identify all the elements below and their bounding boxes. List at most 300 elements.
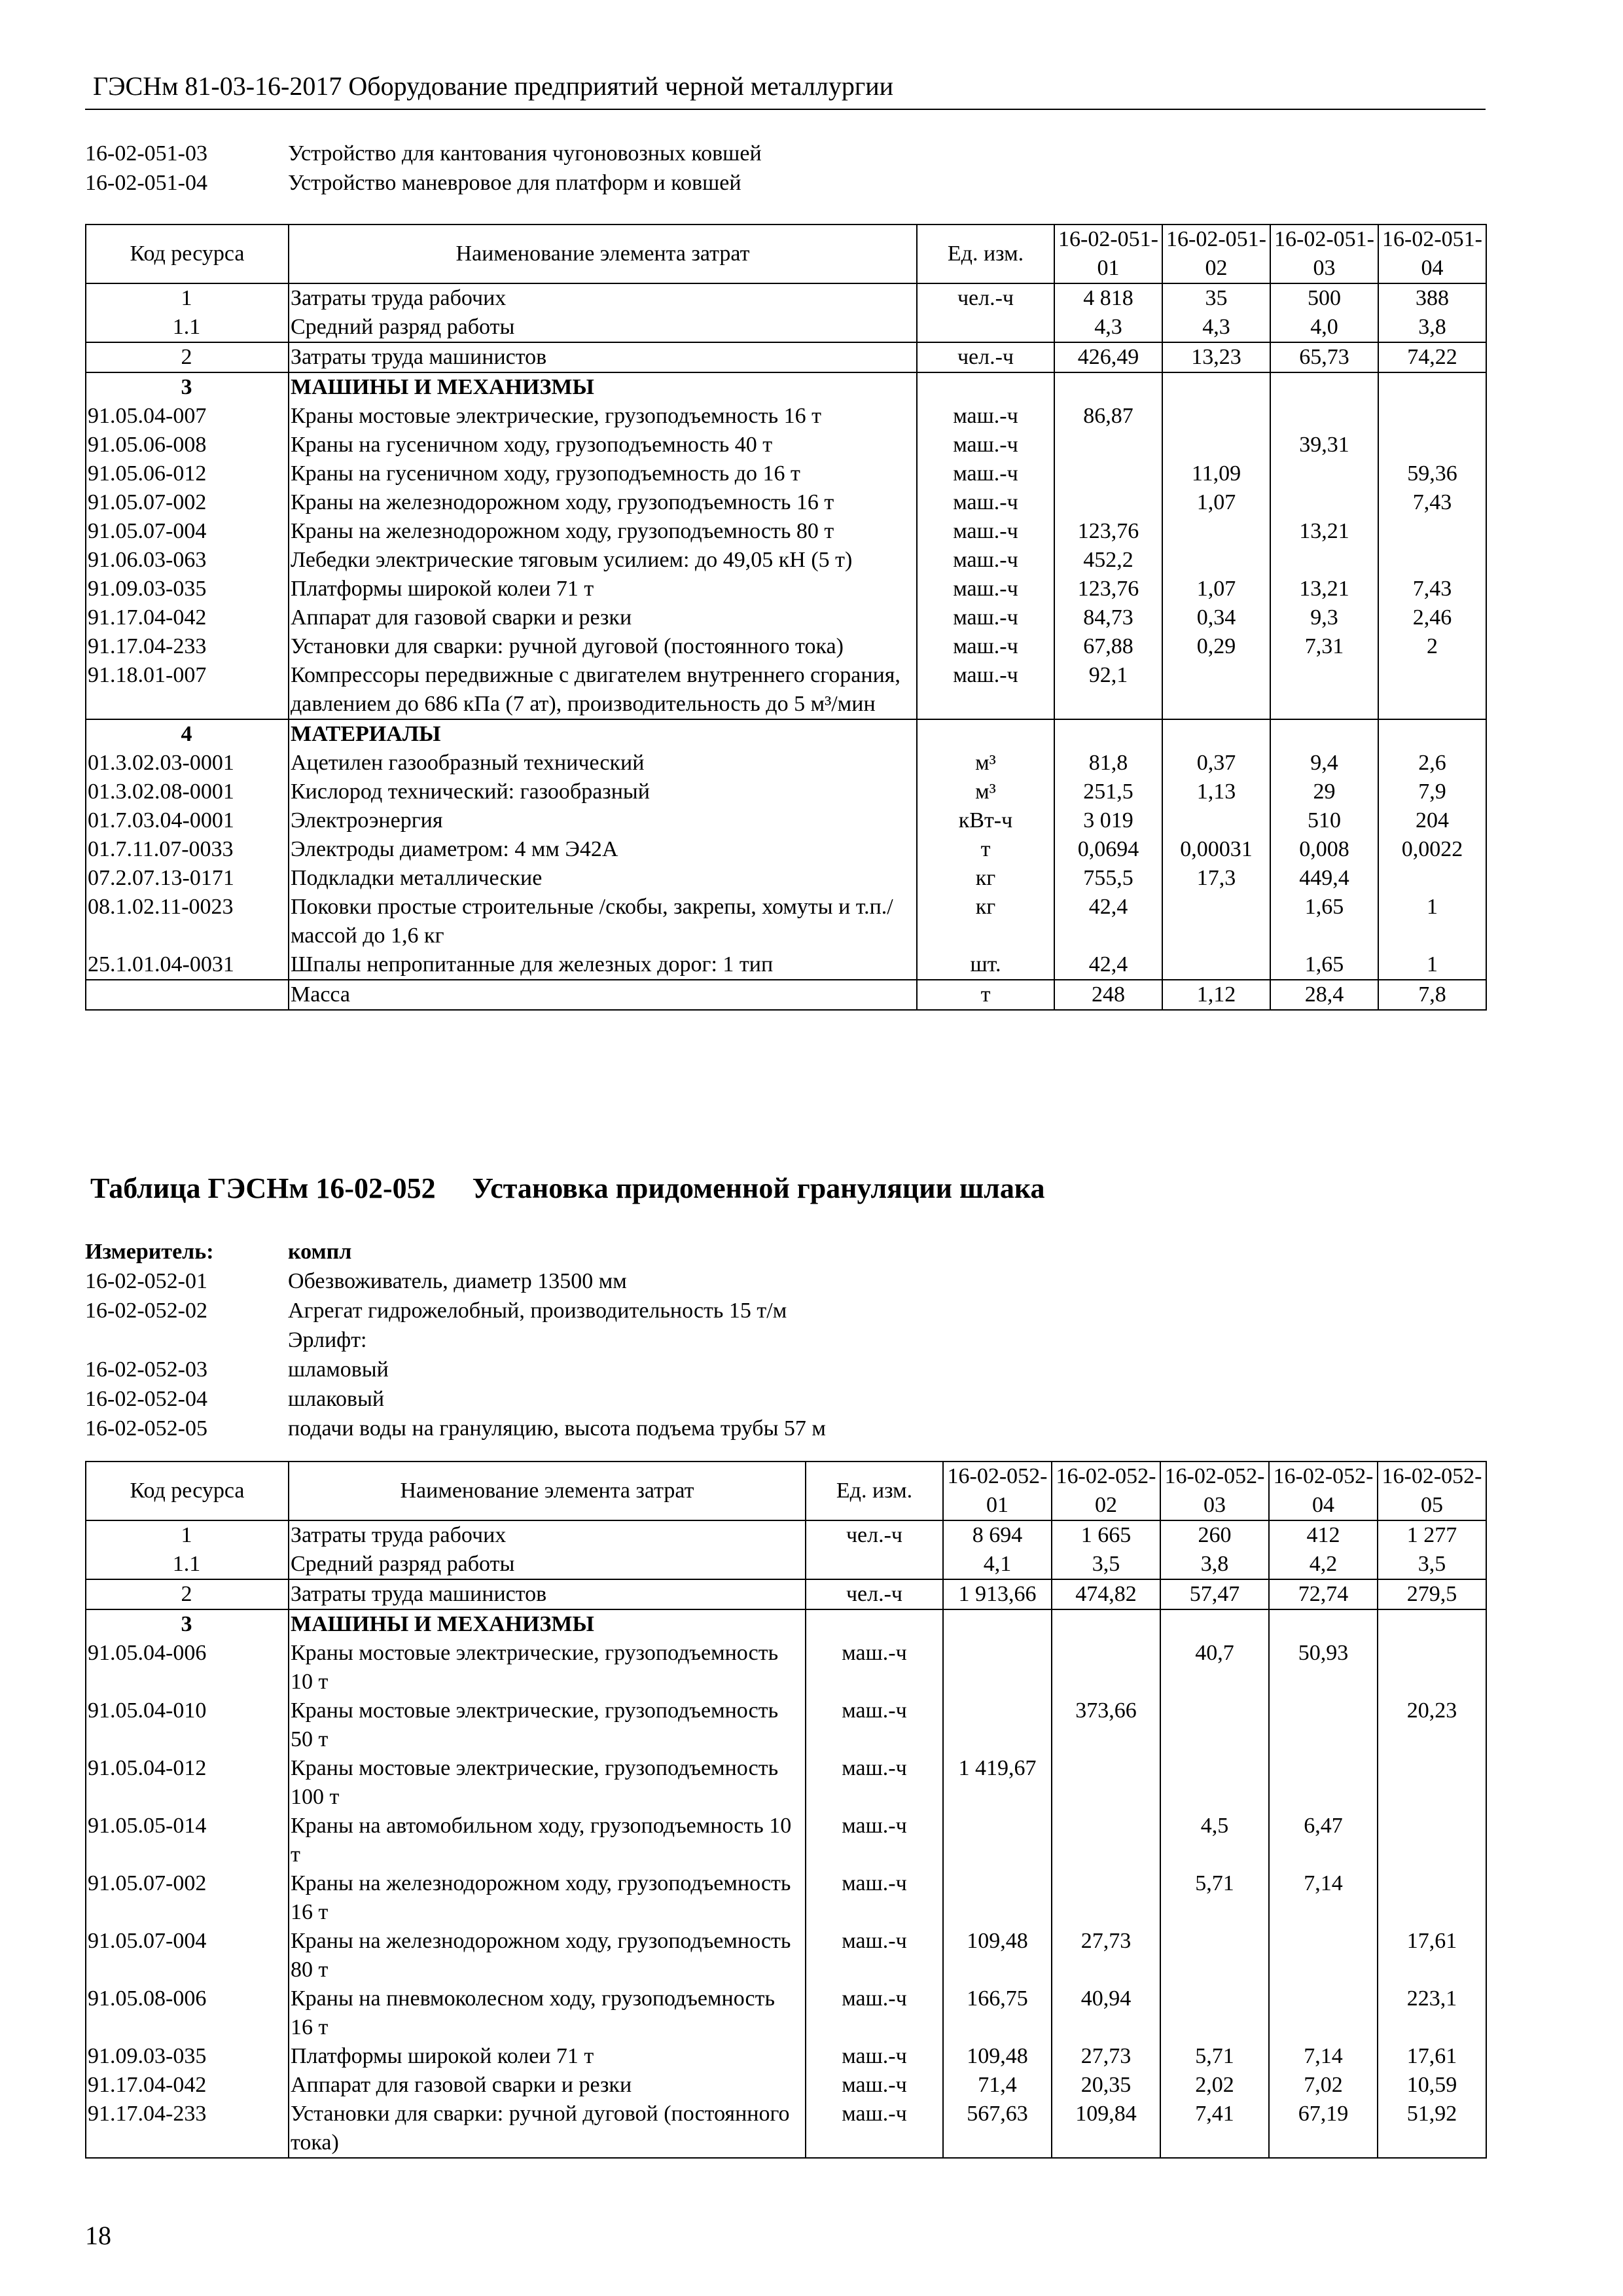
resource-name: МАШИНЫ И МЕХАНИЗМЫ (289, 1609, 806, 1639)
resource-value: 1,13 (1162, 778, 1270, 806)
resource-unit: маш.-ч (806, 1812, 943, 1869)
intro-line (85, 1384, 1486, 1414)
table-row (86, 2071, 1486, 2100)
resource-name: Краны на железнодорожном ходу, грузоподъемность 16 т (289, 488, 917, 517)
resource-value: 7,14 (1269, 1869, 1378, 1927)
resource-value: 449,4 (1270, 864, 1378, 893)
resource-value: 1 (1378, 950, 1486, 980)
resource-value: 10,59 (1378, 2071, 1486, 2100)
resource-value: 20,23 (1378, 1696, 1486, 1754)
table-row (86, 1869, 1486, 1927)
resource-unit: маш.-ч (917, 459, 1054, 488)
resource-value: 248 (1054, 980, 1162, 1010)
intro-code: 16-02-051-04 (85, 171, 207, 195)
resource-value (1162, 546, 1270, 575)
resource-code: 91.05.06-012 (86, 459, 289, 488)
resource-name: Аппарат для газовой сварки и резки (289, 603, 917, 632)
resource-value (1378, 517, 1486, 546)
resource-value (1270, 661, 1378, 719)
resource-value (1378, 1869, 1486, 1927)
resource-value: 2,02 (1160, 2071, 1269, 2100)
resource-name: Средний разряд работы (289, 1550, 806, 1579)
header-col-code: 16-02-051-04 (1378, 224, 1486, 283)
resource-value: 7,41 (1160, 2100, 1269, 2158)
resource-name: Установки для сварки: ручной дуговой (постоянного тока) (289, 2100, 806, 2158)
resource-value: 5,71 (1160, 1869, 1269, 1927)
resource-value: 755,5 (1054, 864, 1162, 893)
resource-value (943, 1609, 1052, 1639)
resource-value: 123,76 (1054, 575, 1162, 603)
resource-value: 3,8 (1378, 313, 1486, 342)
resource-name: Электроды диаметром: 4 мм Э42А (289, 835, 917, 864)
resource-value (1269, 1927, 1378, 1984)
resource-value: 4,2 (1269, 1550, 1378, 1579)
resource-value: 17,3 (1162, 864, 1270, 893)
resource-value: 7,43 (1378, 488, 1486, 517)
measure-line (85, 1237, 1486, 1266)
table-row (86, 719, 1486, 749)
resource-unit: т (917, 980, 1054, 1010)
resource-name: Краны мостовые электрические, грузоподъемность 10 т (289, 1639, 806, 1696)
resource-value (943, 1639, 1052, 1696)
resource-value: 40,94 (1052, 1984, 1160, 2042)
table-row (86, 1984, 1486, 2042)
resource-unit: т (917, 835, 1054, 864)
resource-value: 7,43 (1378, 575, 1486, 603)
resource-value (1160, 1927, 1269, 1984)
resource-name: Краны мостовые электрические, грузоподъемность 100 т (289, 1754, 806, 1812)
resource-value: 81,8 (1054, 749, 1162, 778)
resource-value: 29 (1270, 778, 1378, 806)
resource-value (1052, 1812, 1160, 1869)
resource-code: 91.18.01-007 (86, 661, 289, 719)
resource-value: 42,4 (1054, 893, 1162, 950)
resource-code: 3 (86, 1609, 289, 1639)
resource-unit: м³ (917, 778, 1054, 806)
resource-value: 67,88 (1054, 632, 1162, 661)
resource-value: 84,73 (1054, 603, 1162, 632)
resource-unit: чел.-ч (806, 1579, 943, 1609)
table-row (86, 488, 1486, 517)
resource-value: 28,4 (1270, 980, 1378, 1010)
resource-value: 0,37 (1162, 749, 1270, 778)
resource-value: 9,4 (1270, 749, 1378, 778)
resource-value: 223,1 (1378, 1984, 1486, 2042)
resource-name: Масса (289, 980, 917, 1010)
resource-value (1378, 719, 1486, 749)
resource-code: 4 (86, 719, 289, 749)
resource-value: 0,34 (1162, 603, 1270, 632)
resource-value: 1,65 (1270, 893, 1378, 950)
resource-value: 11,09 (1162, 459, 1270, 488)
resource-value (1269, 1609, 1378, 1639)
resource-value: 57,47 (1160, 1579, 1269, 1609)
resource-value: 67,19 (1269, 2100, 1378, 2158)
resource-value (1162, 517, 1270, 546)
header-col-code: 16-02-052-02 (1052, 1462, 1160, 1520)
resource-value (1160, 1609, 1269, 1639)
header-col-code: 16-02-051-02 (1162, 224, 1270, 283)
resource-value: 567,63 (943, 2100, 1052, 2158)
resource-name: Краны на пневмоколесном ходу, грузоподъемность 16 т (289, 1984, 806, 2042)
resource-name: Краны на железнодорожном ходу, грузоподъемность 80 т (289, 517, 917, 546)
resource-value (1270, 488, 1378, 517)
resource-value: 0,29 (1162, 632, 1270, 661)
resource-unit: маш.-ч (917, 661, 1054, 719)
resource-name: Лебедки электрические тяговым усилием: до 49,05 кН (5 т) (289, 546, 917, 575)
resource-name: Краны мостовые электрические, грузоподъемность 50 т (289, 1696, 806, 1754)
resource-value (1052, 1609, 1160, 1639)
resource-unit: маш.-ч (806, 2100, 943, 2158)
resource-code: 1 (86, 283, 289, 313)
resource-value: 4,1 (943, 1550, 1052, 1579)
resource-value: 388 (1378, 283, 1486, 313)
resource-name: Затраты труда машинистов (289, 342, 917, 372)
intro-text: шлаковый (288, 1387, 385, 1411)
resource-unit (806, 1609, 943, 1639)
resource-code: 91.17.04-042 (86, 2071, 289, 2100)
resource-value (1054, 431, 1162, 459)
resource-value (943, 1696, 1052, 1754)
resource-unit: маш.-ч (917, 402, 1054, 431)
resource-name: Краны мостовые электрические, грузоподъемность 16 т (289, 402, 917, 431)
table-row (86, 1639, 1486, 1696)
table-row (86, 2042, 1486, 2071)
intro-code: 16-02-052-05 (85, 1416, 207, 1441)
resource-name: Установки для сварки: ручной дуговой (постоянного тока) (289, 632, 917, 661)
resource-value (1162, 661, 1270, 719)
table-row (86, 1579, 1486, 1609)
resource-name: Компрессоры передвижные с двигателем внутреннего сгорания, давлением до 686 кПа (7 ат), производительность до 5 м³/мин (289, 661, 917, 719)
resource-value (1378, 546, 1486, 575)
resource-value (1270, 546, 1378, 575)
resource-value (1270, 719, 1378, 749)
resource-name: Платформы широкой колеи 71 т (289, 2042, 806, 2071)
header-name: Наименование элемента затрат (289, 224, 917, 283)
resource-unit: маш.-ч (806, 1696, 943, 1754)
table-row (86, 1550, 1486, 1579)
table-row (86, 431, 1486, 459)
resource-unit (806, 1550, 943, 1579)
table-row (86, 2100, 1486, 2158)
resource-value: 412 (1269, 1520, 1378, 1550)
intro-code: 16-02-052-02 (85, 1299, 207, 1323)
table-row (86, 1696, 1486, 1754)
resource-value: 109,48 (943, 2042, 1052, 2071)
resource-unit: маш.-ч (917, 488, 1054, 517)
intro-line (85, 1325, 1486, 1355)
header-col-code: 16-02-052-03 (1160, 1462, 1269, 1520)
resource-value: 3 019 (1054, 806, 1162, 835)
table-row (86, 546, 1486, 575)
table-row (86, 517, 1486, 546)
table-row (86, 459, 1486, 488)
resource-value: 1 665 (1052, 1520, 1160, 1550)
header-col-code: 16-02-051-03 (1270, 224, 1378, 283)
resource-value: 50,93 (1269, 1639, 1378, 1696)
intro-text: Устройство маневровое для платформ и ковшей (288, 171, 741, 195)
resource-value: 7,8 (1378, 980, 1486, 1010)
table-row (86, 778, 1486, 806)
resource-unit: маш.-ч (917, 603, 1054, 632)
resource-unit: чел.-ч (917, 342, 1054, 372)
resource-value (1378, 431, 1486, 459)
resource-value (1378, 1754, 1486, 1812)
resource-code: 1.1 (86, 313, 289, 342)
table-row (86, 980, 1486, 1010)
table-row (86, 950, 1486, 980)
table2-title (90, 1172, 1045, 1205)
table-row (86, 575, 1486, 603)
intro-text: Обезвоживатель, диаметр 13500 мм (288, 1269, 627, 1293)
resource-code: 1 (86, 1520, 289, 1550)
header-col-code: 16-02-052-05 (1378, 1462, 1486, 1520)
resource-code: 07.2.07.13-0171 (86, 864, 289, 893)
resource-value: 1 419,67 (943, 1754, 1052, 1812)
resource-name: МАШИНЫ И МЕХАНИЗМЫ (289, 372, 917, 402)
resource-code: 91.05.04-007 (86, 402, 289, 431)
resource-value: 3,8 (1160, 1550, 1269, 1579)
resource-value: 27,73 (1052, 1927, 1160, 1984)
resource-value: 4,0 (1270, 313, 1378, 342)
resource-value: 1,12 (1162, 980, 1270, 1010)
resource-code (86, 980, 289, 1010)
resource-value: 109,48 (943, 1927, 1052, 1984)
resource-unit: шт. (917, 950, 1054, 980)
resource-value: 59,36 (1378, 459, 1486, 488)
resource-unit: кВт-ч (917, 806, 1054, 835)
resource-code: 01.7.11.07-0033 (86, 835, 289, 864)
table-row (86, 283, 1486, 313)
measure-label: Измеритель: (85, 1240, 214, 1264)
resource-value: 17,61 (1378, 1927, 1486, 1984)
table-row (86, 835, 1486, 864)
intro-line (85, 1266, 1486, 1296)
resource-value: 1,65 (1270, 950, 1378, 980)
resource-code: 3 (86, 372, 289, 402)
resource-value: 0,00031 (1162, 835, 1270, 864)
resource-value: 7,14 (1269, 2042, 1378, 2071)
resource-name: Средний разряд работы (289, 313, 917, 342)
resource-value: 7,31 (1270, 632, 1378, 661)
resource-value (1269, 1696, 1378, 1754)
measure-value: компл (288, 1240, 352, 1264)
resource-value: 92,1 (1054, 661, 1162, 719)
table-row (86, 1927, 1486, 1984)
resource-value (1378, 1609, 1486, 1639)
resource-value: 39,31 (1270, 431, 1378, 459)
resource-value (943, 1869, 1052, 1927)
resource-code: 91.09.03-035 (86, 575, 289, 603)
resource-value: 1,07 (1162, 488, 1270, 517)
intro-line (85, 1296, 1486, 1325)
resource-value: 35 (1162, 283, 1270, 313)
resource-code: 91.06.03-063 (86, 546, 289, 575)
resource-value: 260 (1160, 1520, 1269, 1550)
intro-code: 16-02-052-03 (85, 1357, 207, 1382)
table-row (86, 661, 1486, 719)
resource-code: 91.05.04-012 (86, 1754, 289, 1812)
resource-value: 0,0694 (1054, 835, 1162, 864)
resource-value: 7,9 (1378, 778, 1486, 806)
table-row (86, 1754, 1486, 1812)
header-col-code: 16-02-051-01 (1054, 224, 1162, 283)
resource-value (1162, 893, 1270, 950)
resource-value (1378, 1812, 1486, 1869)
resource-code: 08.1.02.11-0023 (86, 893, 289, 950)
resource-code: 91.05.07-004 (86, 1927, 289, 1984)
resource-value: 166,75 (943, 1984, 1052, 2042)
header-rule (85, 109, 1486, 110)
resource-value (1054, 459, 1162, 488)
resource-value: 86,87 (1054, 402, 1162, 431)
resource-value (1162, 431, 1270, 459)
resource-value: 74,22 (1378, 342, 1486, 372)
resource-value: 500 (1270, 283, 1378, 313)
table-row (86, 313, 1486, 342)
resource-code: 01.7.03.04-0001 (86, 806, 289, 835)
intro-line (85, 139, 1486, 168)
resource-unit: маш.-ч (806, 1984, 943, 2042)
intro-line (85, 168, 1486, 198)
resource-code: 2 (86, 342, 289, 372)
table-row (86, 1609, 1486, 1639)
resource-value: 13,21 (1270, 517, 1378, 546)
resource-value (1162, 372, 1270, 402)
resource-name: Платформы широкой колеи 71 т (289, 575, 917, 603)
resource-value: 7,02 (1269, 2071, 1378, 2100)
resource-value: 279,5 (1378, 1579, 1486, 1609)
intro-code: 16-02-052-04 (85, 1387, 207, 1411)
intro-code: 16-02-052-01 (85, 1269, 207, 1293)
page-header-title: ГЭСНм 81-03-16-2017 Оборудование предприятий черной металлургии (93, 71, 894, 101)
resource-value: 40,7 (1160, 1639, 1269, 1696)
resource-code: 91.05.04-006 (86, 1639, 289, 1696)
resource-code: 2 (86, 1579, 289, 1609)
resource-value: 27,73 (1052, 2042, 1160, 2071)
header-code: Код ресурса (86, 224, 289, 283)
resource-value: 6,47 (1269, 1812, 1378, 1869)
resource-value: 474,82 (1052, 1579, 1160, 1609)
resource-name: МАТЕРИАЛЫ (289, 719, 917, 749)
resource-value: 1 (1378, 893, 1486, 950)
resource-value: 1,07 (1162, 575, 1270, 603)
resource-value: 251,5 (1054, 778, 1162, 806)
resource-code: 91.09.03-035 (86, 2042, 289, 2071)
resource-unit: маш.-ч (917, 632, 1054, 661)
resource-name: Краны на гусеничном ходу, грузоподъемность 40 т (289, 431, 917, 459)
resource-code: 91.05.07-002 (86, 1869, 289, 1927)
resource-name: Затраты труда рабочих (289, 1520, 806, 1550)
resource-value: 9,3 (1270, 603, 1378, 632)
resource-value: 452,2 (1054, 546, 1162, 575)
resource-name: Аппарат для газовой сварки и резки (289, 2071, 806, 2100)
resource-value (1269, 1984, 1378, 2042)
resource-value (1270, 402, 1378, 431)
resource-code: 01.3.02.03-0001 (86, 749, 289, 778)
table-row (86, 806, 1486, 835)
resource-code: 91.05.08-006 (86, 1984, 289, 2042)
resource-value: 4,5 (1160, 1812, 1269, 1869)
resource-name: Подкладки металлические (289, 864, 917, 893)
resource-unit: маш.-ч (806, 2042, 943, 2071)
table2-title-name: Установка придоменной грануляции шлака (472, 1172, 1045, 1204)
intro-text: шламовый (288, 1357, 389, 1382)
resource-value (1052, 1754, 1160, 1812)
resource-value: 13,23 (1162, 342, 1270, 372)
resource-value (1054, 372, 1162, 402)
table-row (86, 1812, 1486, 1869)
resource-unit: маш.-ч (917, 431, 1054, 459)
resource-value (1378, 1639, 1486, 1696)
resource-value (1162, 806, 1270, 835)
resource-value: 426,49 (1054, 342, 1162, 372)
resource-value: 2,46 (1378, 603, 1486, 632)
resource-code: 91.05.06-008 (86, 431, 289, 459)
table-row (86, 342, 1486, 372)
table-row (86, 749, 1486, 778)
resource-name: Краны на автомобильном ходу, грузоподъемность 10 т (289, 1812, 806, 1869)
intro1-list (85, 139, 1486, 198)
resource-unit: м³ (917, 749, 1054, 778)
resource-code: 01.3.02.08-0001 (86, 778, 289, 806)
header-code: Код ресурса (86, 1462, 289, 1520)
resource-value (1054, 719, 1162, 749)
resource-value: 109,84 (1052, 2100, 1160, 2158)
resource-unit: кг (917, 864, 1054, 893)
resource-value: 65,73 (1270, 342, 1378, 372)
table-row (86, 864, 1486, 893)
resource-value: 1 277 (1378, 1520, 1486, 1550)
resource-value (1054, 488, 1162, 517)
resource-value: 373,66 (1052, 1696, 1160, 1754)
resource-unit: маш.-ч (806, 1869, 943, 1927)
intro-text: подачи воды на грануляцию, высота подъема трубы 57 м (288, 1416, 826, 1441)
resource-value (1052, 1869, 1160, 1927)
header-unit: Ед. изм. (806, 1462, 943, 1520)
resource-value: 8 694 (943, 1520, 1052, 1550)
resource-value (1270, 459, 1378, 488)
resource-value: 4,3 (1162, 313, 1270, 342)
header-col-code: 16-02-052-01 (943, 1462, 1052, 1520)
resource-name: Кислород технический: газообразный (289, 778, 917, 806)
resource-value (943, 1812, 1052, 1869)
intro2-list (85, 1266, 1486, 1443)
resource-value (1378, 372, 1486, 402)
table-row (86, 632, 1486, 661)
resource-code: 91.17.04-233 (86, 632, 289, 661)
resource-value (1160, 1754, 1269, 1812)
resource-unit: маш.-ч (917, 546, 1054, 575)
resource-value: 51,92 (1378, 2100, 1486, 2158)
resource-table-051 (85, 224, 1487, 1011)
resource-value (1378, 402, 1486, 431)
measure-block (85, 1237, 1486, 1266)
resource-code: 91.17.04-233 (86, 2100, 289, 2158)
resource-value (1378, 864, 1486, 893)
resource-name: Краны на гусеничном ходу, грузоподъемность до 16 т (289, 459, 917, 488)
table-row (86, 893, 1486, 950)
resource-code: 91.05.07-004 (86, 517, 289, 546)
resource-code: 91.05.05-014 (86, 1812, 289, 1869)
resource-value: 4,3 (1054, 313, 1162, 342)
resource-value: 17,61 (1378, 2042, 1486, 2071)
resource-code: 1.1 (86, 1550, 289, 1579)
resource-unit: маш.-ч (806, 1754, 943, 1812)
resource-unit (917, 719, 1054, 749)
header-name: Наименование элемента затрат (289, 1462, 806, 1520)
resource-name: Электроэнергия (289, 806, 917, 835)
